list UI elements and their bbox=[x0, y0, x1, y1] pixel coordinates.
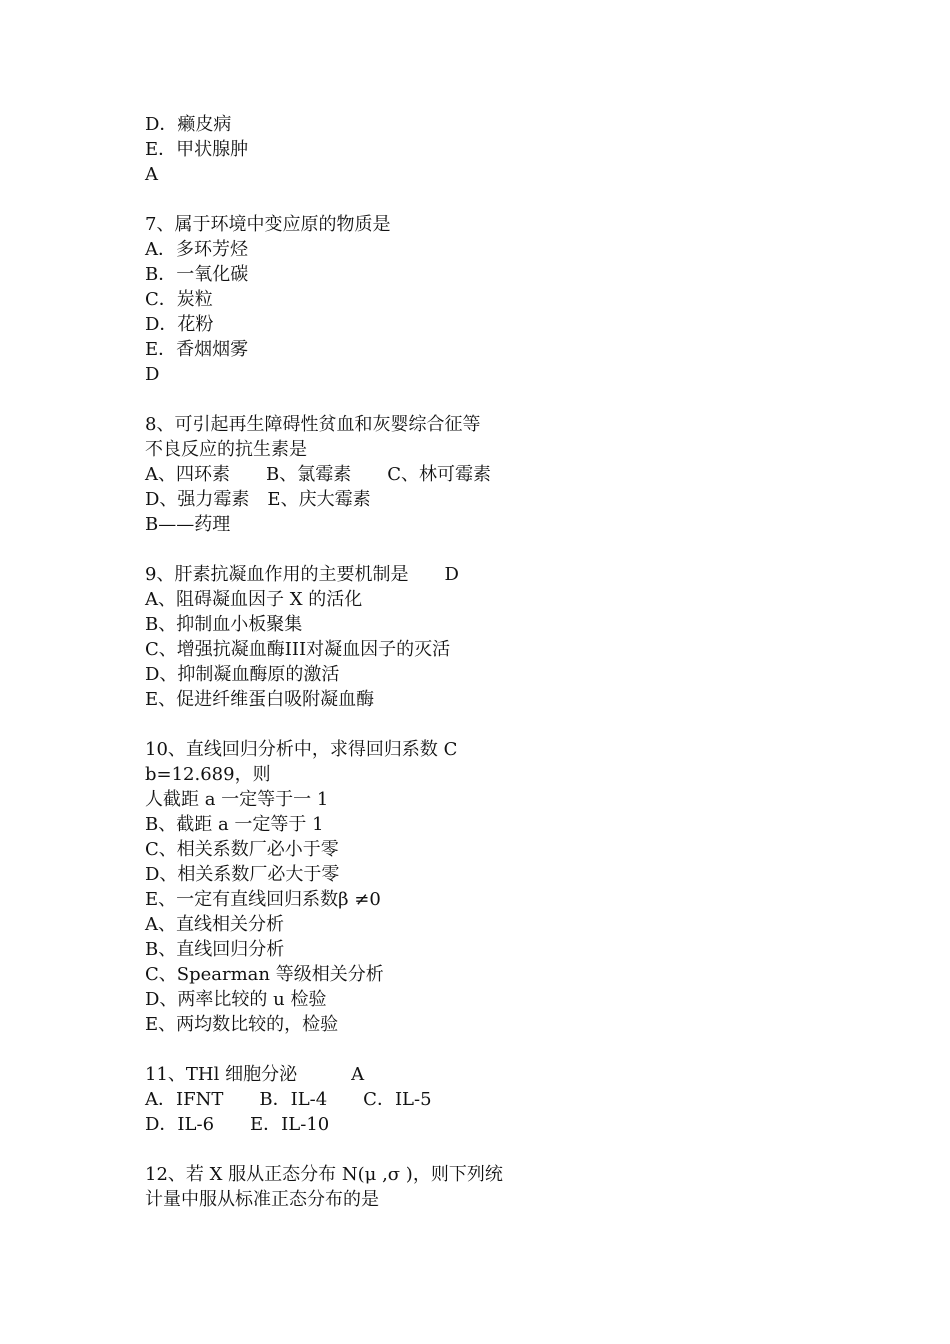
text-line: C、相关系数厂必小于零 bbox=[145, 839, 339, 860]
text-line: B、抑制血小板聚集 bbox=[145, 614, 303, 635]
text-line: E、一定有直线回归系数β ≠0 bbox=[145, 889, 381, 910]
question-block bbox=[145, 1162, 845, 1212]
paragraph-gap bbox=[145, 537, 845, 562]
text-line: A、直线相关分析 bbox=[145, 914, 284, 935]
text-line: 12、若 X 服从正态分布 N(μ ,σ )，则下列统 bbox=[145, 1164, 503, 1185]
paragraph-gap bbox=[145, 1137, 845, 1162]
text-line: B、直线回归分析 bbox=[145, 939, 285, 960]
paragraph-gap bbox=[145, 712, 845, 737]
text-line: C、增强抗凝血酶III对凝血因子的灭活 bbox=[145, 639, 451, 660]
text-line: 11、THl 细胞分泌 A bbox=[145, 1064, 365, 1085]
text-line: E、促进纤维蛋白吸附凝血酶 bbox=[145, 689, 375, 710]
text-line: 7、属于环境中变应原的物质是 bbox=[145, 214, 391, 235]
text-line: B．一氧化碳 bbox=[145, 264, 249, 285]
text-line: D、抑制凝血酶原的激活 bbox=[145, 664, 340, 685]
text-line: E．香烟烟雾 bbox=[145, 339, 249, 360]
text-line: 不良反应的抗生素是 bbox=[145, 439, 307, 460]
text-line: A bbox=[145, 164, 158, 185]
text-line: E、两均数比较的，检验 bbox=[145, 1014, 339, 1035]
question-block bbox=[145, 112, 845, 187]
text-line: E．甲状腺肿 bbox=[145, 139, 249, 160]
text-line: B——药理 bbox=[145, 514, 231, 535]
paragraph-gap bbox=[145, 1037, 845, 1062]
text-line: 计量中服从标准正态分布的是 bbox=[145, 1189, 379, 1210]
text-line: D、强力霉素 E、庆大霉素 bbox=[145, 489, 371, 510]
text-line: B、截距 a 一定等于 1 bbox=[145, 814, 324, 835]
text-line: b=12.689，则 bbox=[145, 764, 271, 785]
text-line: D bbox=[145, 364, 160, 385]
text-line: 9、肝素抗凝血作用的主要机制是 D bbox=[145, 564, 459, 585]
text-line: 10、直线回归分析中，求得回归系数 C bbox=[145, 739, 458, 760]
text-line: C、Spearman 等级相关分析 bbox=[145, 964, 384, 985]
paragraph-gap bbox=[145, 187, 845, 212]
question-block bbox=[145, 212, 845, 387]
question-block bbox=[145, 412, 845, 537]
text-line: A、四环素 B、氯霉素 C、林可霉素 bbox=[145, 464, 491, 485]
text-line: A、阻碍凝血因子 X 的活化 bbox=[145, 589, 363, 610]
text-line: D．IL-6 E．IL-10 bbox=[145, 1114, 330, 1135]
text-line: D、两率比较的 u 检验 bbox=[145, 989, 327, 1010]
text-line: A．多环芳烃 bbox=[145, 239, 248, 260]
text-line: 8、可引起再生障碍性贫血和灰婴综合征等 bbox=[145, 414, 481, 435]
text-line: D．癞皮病 bbox=[145, 114, 232, 135]
paragraph-gap bbox=[145, 387, 845, 412]
question-block bbox=[145, 737, 845, 1037]
text-line: D、相关系数厂必大于零 bbox=[145, 864, 340, 885]
document-body bbox=[145, 112, 845, 1212]
question-block bbox=[145, 1062, 845, 1137]
text-line: C．炭粒 bbox=[145, 289, 213, 310]
question-block bbox=[145, 562, 845, 712]
text-line: D．花粉 bbox=[145, 314, 214, 335]
text-line: 人截距 a 一定等于一 1 bbox=[145, 789, 329, 810]
text-line: A．IFNT B．IL-4 C．IL-5 bbox=[145, 1089, 432, 1110]
